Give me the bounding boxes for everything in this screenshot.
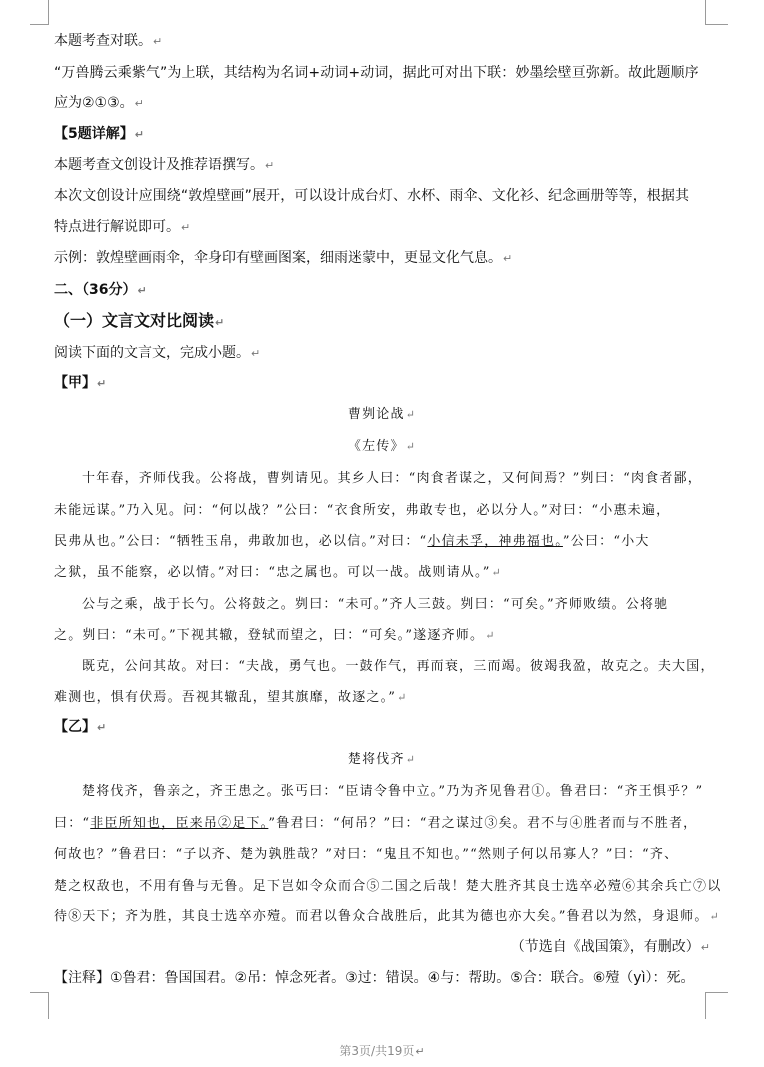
passage-b-label bbox=[54, 717, 106, 738]
text: “万兽腾云乘紫气”为上联，其结构为名词+动词+动词，据此可对出下联：妙墨绘壁亘弥新。故此题顺序 bbox=[54, 65, 699, 81]
paragraph-mark-icon: ↵ bbox=[181, 221, 191, 234]
page-number-footer bbox=[0, 1042, 764, 1059]
paragraph-mark-icon: ↵ bbox=[97, 721, 107, 734]
crop-mark-top-right bbox=[705, 0, 728, 25]
passage-a-line bbox=[54, 501, 670, 521]
passage-b-line bbox=[82, 782, 703, 802]
text: 何故也？”鲁君曰：“子以齐、楚为孰胜哉？”对曰：“鬼且不知也。”“然则子何以吊寡人？”曰：“齐、 bbox=[54, 847, 679, 862]
part-two-heading bbox=[54, 280, 147, 301]
passage-b-line bbox=[54, 845, 678, 865]
text: 难测也，惧有伏焉。吾视其辙乱，望其旗靡，故逐之。” bbox=[54, 690, 397, 705]
text: （一）文言文对比阅读 bbox=[54, 311, 215, 330]
text: 【5题详解】 bbox=[54, 126, 134, 142]
text: 楚将伐齐 bbox=[347, 752, 405, 767]
paragraph-mark-icon: ↵ bbox=[405, 440, 417, 453]
text: 之。刿曰：“未可。”下视其辙，登轼而望之，曰：“可矣。”遂逐齐师。 bbox=[54, 628, 485, 643]
text: 楚之权敌也，不用有鲁与无鲁。足下岂如令众而合⑤二国之后哉！楚大胜齐其良士选卒必殪⑥其余兵亡⑦以 bbox=[54, 879, 722, 894]
passage-a-label bbox=[54, 373, 106, 394]
passage-b-line bbox=[54, 907, 720, 927]
paragraph-mark-icon: ↵ bbox=[134, 97, 144, 110]
paragraph-mark-icon: ↵ bbox=[153, 35, 163, 48]
passage-a-line bbox=[82, 657, 715, 677]
underlined-sentence: 非臣所知也，臣来吊②足下。 bbox=[90, 816, 269, 831]
section-heading-q5 bbox=[54, 124, 144, 145]
text: 十年春，齐师伐我。公将战，曹刿请见。其乡人曰：“肉食者谋之，又何间焉？”刿曰：“肉食者鄙， bbox=[82, 471, 702, 486]
passage-a-line bbox=[54, 688, 408, 708]
passage-a-line bbox=[54, 563, 502, 583]
text: 本题考查文创设计及推荐语撰写。 bbox=[54, 157, 264, 173]
text: ”公曰：“小大 bbox=[562, 534, 650, 549]
paragraph-mark-icon: ↵ bbox=[415, 1045, 425, 1058]
paragraph-mark-icon: ↵ bbox=[491, 566, 502, 579]
paragraph-mark-icon: ↵ bbox=[485, 629, 496, 642]
text: 【甲】 bbox=[54, 375, 96, 391]
paragraph-mark-icon: ↵ bbox=[215, 316, 225, 329]
text: 民弗从也。”公曰：“牺牲玉帛，弗敢加也，必以信。”对曰：“ bbox=[54, 534, 428, 549]
text: 本题考查对联。 bbox=[54, 33, 152, 49]
paragraph-mark-icon: ↵ bbox=[265, 159, 275, 172]
text: 阅读下面的文言文，完成小题。 bbox=[54, 345, 250, 361]
passage-a-line bbox=[54, 626, 496, 646]
passage-a-title bbox=[0, 405, 764, 425]
text: 之狱，虽不能察，必以情。”对曰：“忠之属也。可以一战。战则请从。” bbox=[54, 565, 491, 580]
text: 【乙】 bbox=[54, 719, 96, 735]
instruction-line bbox=[54, 343, 260, 364]
text: 第3页/共19页 bbox=[339, 1044, 415, 1058]
passage-a-line bbox=[82, 595, 668, 615]
subsection-heading bbox=[54, 311, 224, 333]
text: 《左传》 bbox=[347, 439, 405, 454]
answer-line-8 bbox=[54, 248, 512, 269]
paragraph-mark-icon: ↵ bbox=[134, 128, 144, 141]
text: 楚将伐齐，鲁亲之，齐王患之。张丐曰：“臣请令鲁中立。”乃为齐见鲁君①。鲁君曰：“齐王惧乎？” bbox=[82, 784, 704, 799]
passage-b-line bbox=[54, 877, 721, 897]
annotation-note bbox=[54, 968, 694, 988]
text: （节选自《战国策》，有删改） bbox=[510, 939, 700, 955]
passage-a-line bbox=[54, 532, 650, 552]
paragraph-mark-icon: ↵ bbox=[97, 377, 107, 390]
crop-mark-top-left bbox=[30, 0, 49, 25]
text: 本次文创设计应围绕“敦煌壁画”展开，可以设计成台灯、水杯、雨伞、文化衫、纪念画册等等，根据其 bbox=[54, 188, 690, 204]
passage-a-source bbox=[0, 437, 764, 457]
passage-b-source bbox=[511, 937, 710, 958]
text: 示例：敦煌壁画雨伞，伞身印有壁画图案，细雨迷蒙中，更显文化气息。 bbox=[54, 250, 502, 266]
answer-line-5 bbox=[54, 155, 274, 176]
answer-line-3 bbox=[54, 93, 144, 114]
text: 待⑧天下；齐为胜，其良士选卒亦殪。而君以鲁众合战胜后，此其为德也亦大矣。”鲁君以为然，身退师。 bbox=[54, 909, 709, 924]
text: 【注释】①鲁君：鲁国国君。②吊：悼念死者。③过：错误。④与：帮助。⑤合：联合。⑥殪（yì）：死。 bbox=[54, 970, 695, 986]
paragraph-mark-icon: ↵ bbox=[405, 408, 417, 421]
paragraph-mark-icon: ↵ bbox=[700, 941, 710, 954]
paragraph-mark-icon: ↵ bbox=[709, 910, 720, 923]
passage-b-title bbox=[0, 750, 764, 770]
crop-mark-bottom-right bbox=[705, 992, 728, 1019]
paragraph-mark-icon: ↵ bbox=[137, 284, 147, 297]
paragraph-mark-icon: ↵ bbox=[397, 691, 408, 704]
crop-mark-bottom-left bbox=[30, 992, 49, 1019]
text: 应为②①③。 bbox=[54, 95, 134, 111]
passage-b-line bbox=[54, 814, 697, 834]
text: 曹刿论战 bbox=[347, 407, 405, 422]
text: 二、（36分） bbox=[54, 282, 137, 298]
answer-line-2 bbox=[54, 63, 699, 83]
paragraph-mark-icon: ↵ bbox=[405, 753, 417, 766]
underlined-sentence: 小信未孚，神弗福也。 bbox=[427, 534, 563, 549]
answer-line-1 bbox=[54, 31, 162, 52]
answer-line-7 bbox=[54, 217, 190, 238]
passage-a-line bbox=[82, 469, 702, 489]
text: 未能远谋。”乃入见。问：“何以战？”公曰：“衣食所安，弗敢专也，必以分人。”对曰：“小惠未遍， bbox=[54, 503, 671, 518]
text: 既克，公问其故。对曰：“夫战，勇气也。一鼓作气，再而衰，三而竭。彼竭我盈，故克之。夫大国， bbox=[82, 659, 715, 674]
text: ”鲁君曰：“何吊？”曰：“君之谋过③矣。君不与④胜者而与不胜者， bbox=[268, 816, 698, 831]
text: 曰：“ bbox=[54, 816, 91, 831]
text: 公与之乘，战于长勺。公将鼓之。刿曰：“未可。”齐人三鼓。刿曰：“可矣。”齐师败绩。公将驰 bbox=[82, 597, 669, 612]
paragraph-mark-icon: ↵ bbox=[251, 347, 261, 360]
paragraph-mark-icon: ↵ bbox=[503, 252, 513, 265]
text: 特点进行解说即可。 bbox=[54, 219, 180, 235]
answer-line-6 bbox=[54, 186, 689, 206]
